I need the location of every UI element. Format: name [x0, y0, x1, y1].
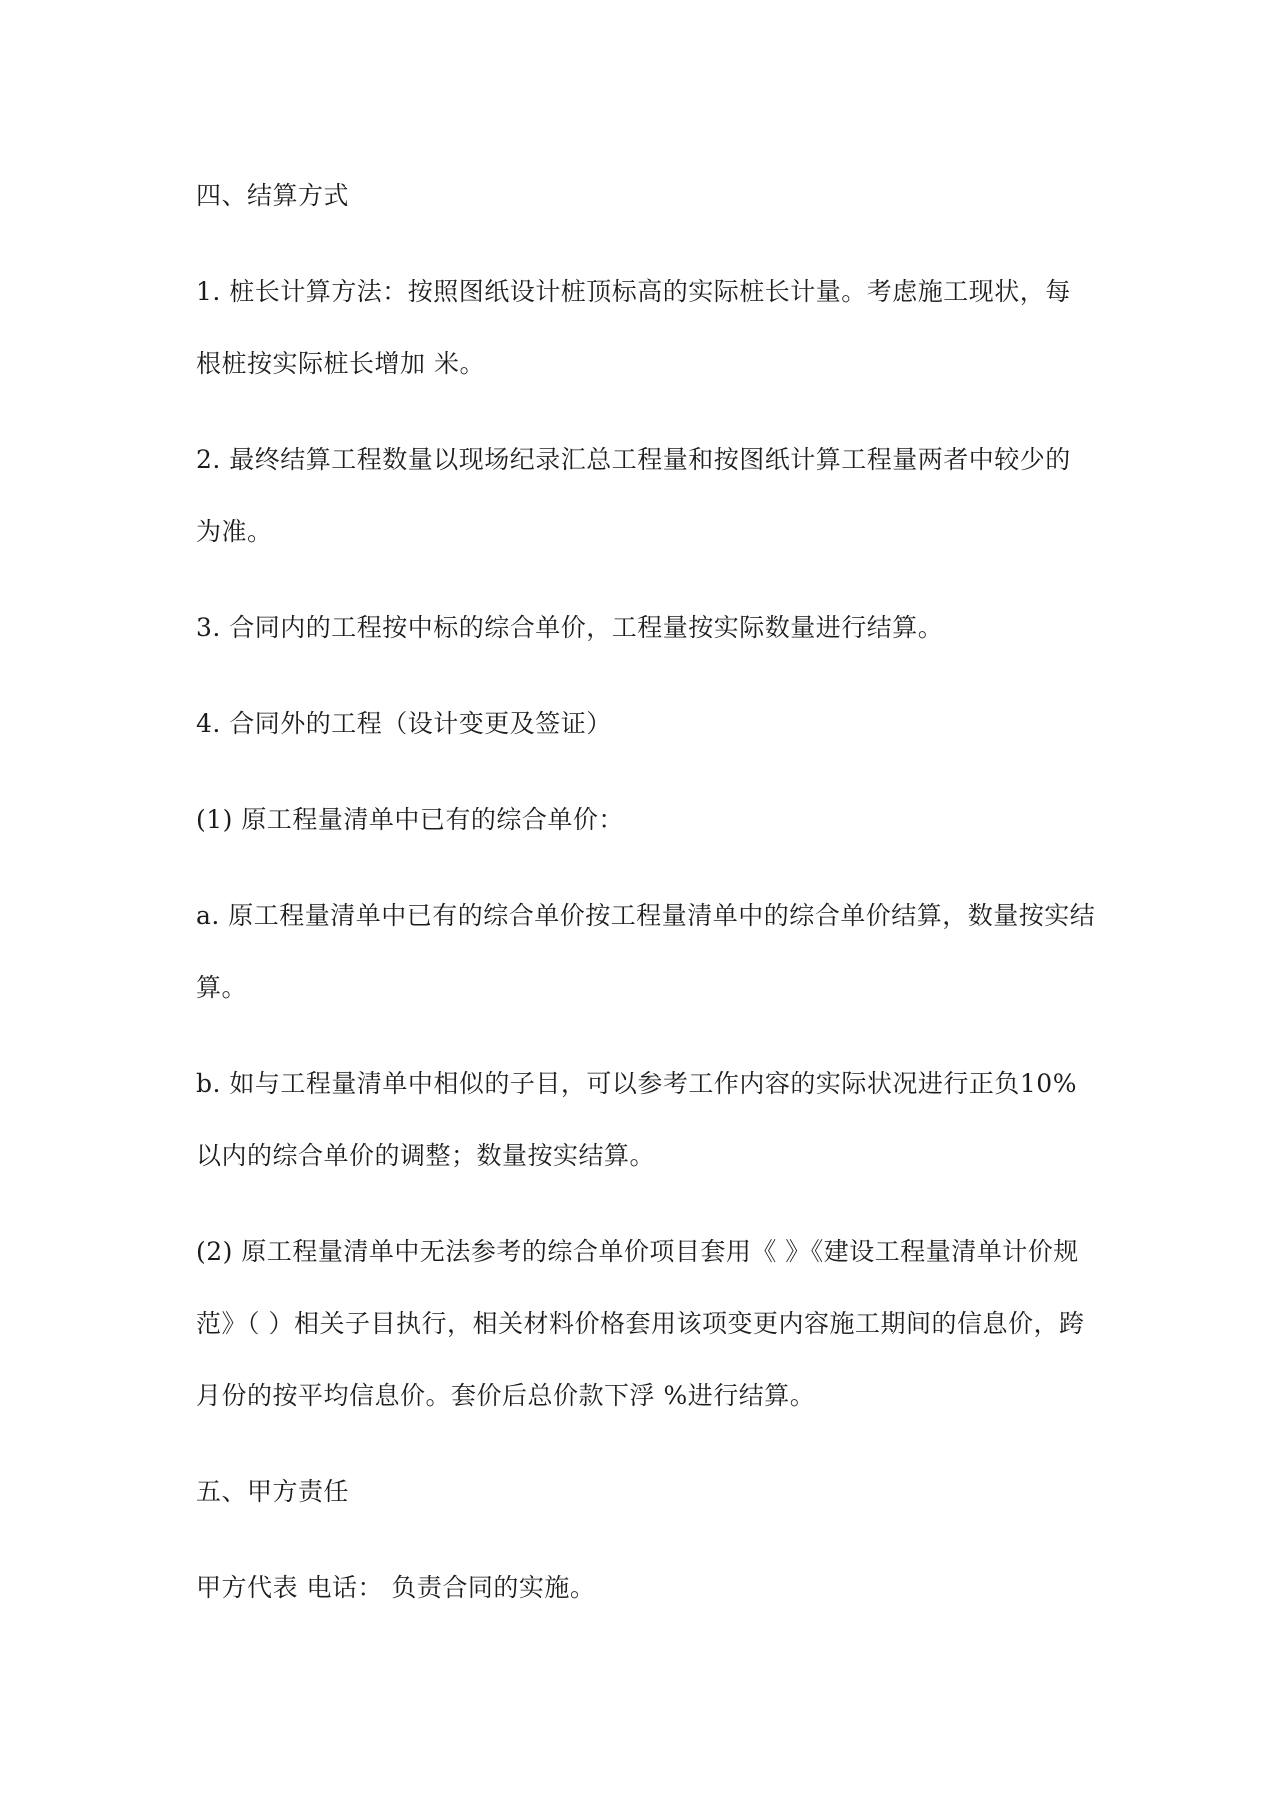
subclause-b: b. 如与工程量清单中相似的子目，可以参考工作内容的实际状况进行正负10%以内的综合单价的调整；数量按实结算。: [196, 1069, 1077, 1170]
subclause-a: a. 原工程量清单中已有的综合单价按工程量清单中的综合单价结算，数量按实结算。: [196, 901, 1096, 1002]
section-heading-settlement: 四、结算方式: [196, 181, 350, 210]
clause-extra-works: 4. 合同外的工程（设计变更及签证）: [196, 709, 612, 738]
clause-contract-works: 3. 合同内的工程按中标的综合单价，工程量按实际数量进行结算。: [196, 613, 944, 642]
section-heading-party-a: 五、甲方责任: [196, 1477, 350, 1506]
clause-final-quantity: 2. 最终结算工程数量以现场纪录汇总工程量和按图纸计算工程量两者中较少的为准。: [196, 445, 1071, 546]
party-a-representative: 甲方代表 电话： 负责合同的实施。: [196, 1573, 596, 1602]
subclause-no-reference: (2) 原工程量清单中无法参考的综合单价项目套用《 》《建设工程量清单计价规范》（ ）相关子目执行，相关材料价格套用该项变更内容施工期间的信息价，跨月份的按平均信息价。套价后总价款下浮 %进行结算。: [196, 1237, 1085, 1410]
subclause-existing-prices: (1) 原工程量清单中已有的综合单价：: [196, 805, 624, 834]
clause-pile-length: 1. 桩长计算方法：按照图纸设计桩顶标高的实际桩长计量。考虑施工现状，每根桩按实际桩长增加 米。: [196, 277, 1071, 378]
document-body: [196, 160, 1096, 1648]
